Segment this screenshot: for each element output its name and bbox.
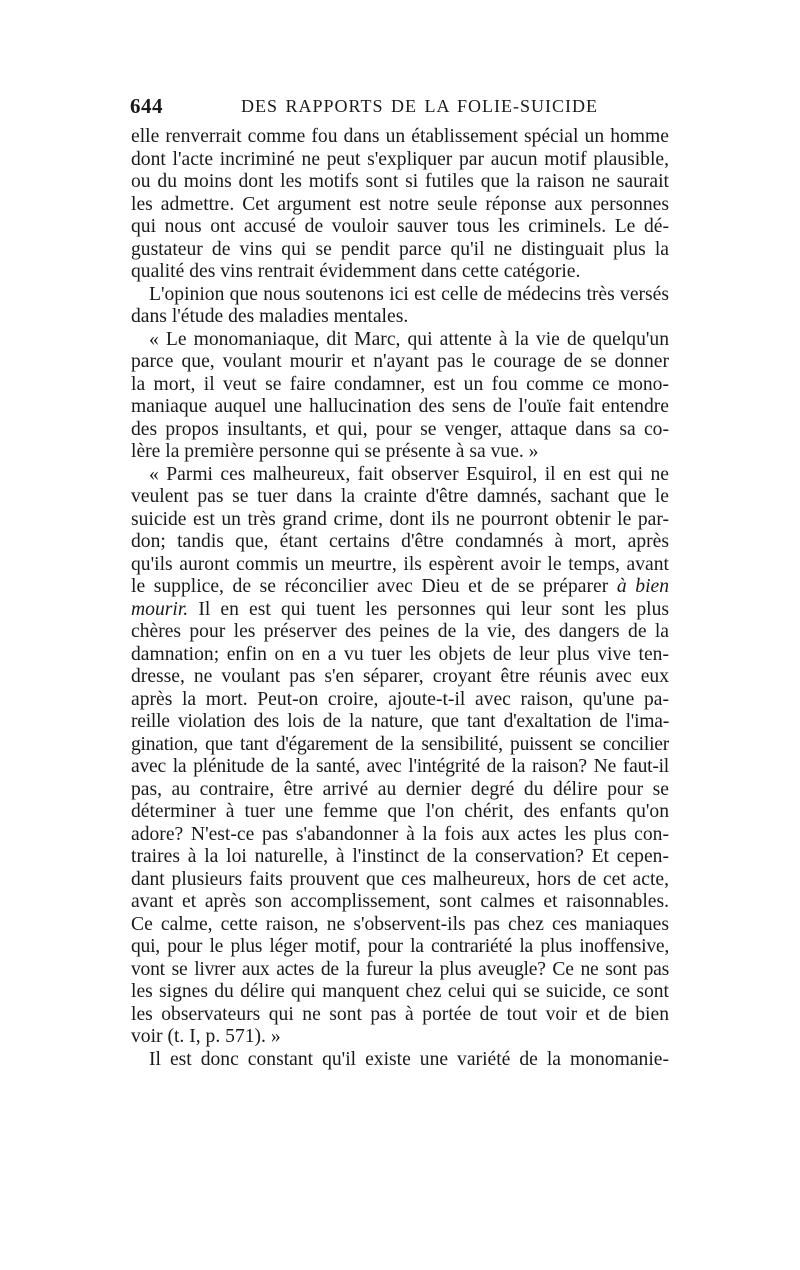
text-line: dant plusieurs faits prouvent que ces malheureux, hors de cet acte, [131, 868, 669, 890]
italic-text: à bien [616, 576, 669, 597]
text-line: pas, au contraire, être arrivé au dernier degré du délire pour se [131, 778, 669, 800]
text-line: déterminer à tuer une femme que l'on chérit, des enfants qu'on [131, 801, 669, 822]
text-line: avec la plénitude de la santé, avec l'intégrité de la raison? Ne faut-il [131, 756, 669, 777]
text-line: les observateurs qui ne sont pas à portée de tout voir et de bien [131, 1003, 669, 1025]
paragraph-first-line: « Le monomaniaque, dit Marc, qui attente à la vie de quelqu'un [149, 328, 669, 350]
text-line: gination, que tant d'égarement de la sensibilité, puissent se concilier [131, 733, 669, 755]
text-line: don; tandis que, étant certains d'être condamnés à mort, après [131, 531, 669, 552]
page-number: 644 [130, 94, 163, 118]
paragraph-first-line: L'opinion que nous soutenons ici est celle de médecins très versés [149, 283, 669, 305]
text-line: les admettre. Cet argument est notre seule réponse aux personnes [131, 193, 669, 215]
paragraph-first-line: Il est donc constant qu'il existe une variété de la monomanie- [149, 1048, 669, 1070]
text-line: chères pour les préserver des peines de la vie, des dangers de la [131, 621, 669, 642]
text-line-mixed [131, 576, 669, 599]
text-line: dans l'étude des maladies mentales. [131, 306, 409, 327]
text-line: la mort, il veut se faire condamner, est un fou comme ce mono- [131, 373, 669, 395]
italic-text: mourir. [131, 598, 189, 620]
text-line: adore? N'est-ce pas s'abandonner à la fois aux actes les plus con- [131, 823, 669, 845]
text-line: lère la première personne qui se présente à sa vue. » [131, 441, 539, 462]
text-line: après la mort. Peut-on croire, ajoute-t-il avec raison, qu'une pa- [131, 688, 669, 710]
running-title: DES RAPPORTS DE LA FOLIE-SUICIDE [241, 96, 598, 116]
text-line: suicide est un très grand crime, dont ils ne pourront obtenir le par- [131, 508, 669, 530]
text-line: elle renverrait comme fou dans un établissement spécial un homme [131, 126, 669, 147]
running-head [130, 94, 670, 122]
text-line: qualité des vins rentrait évidemment dans cette catégorie. [131, 261, 581, 282]
text-run: Il en est qui tuent les personnes qui leur sont les plus [198, 598, 669, 620]
text-line: des propos insultants, et qui, pour se venger, attaque dans sa co- [131, 418, 669, 440]
text-line: voir (t. I, p. 571). » [131, 1026, 281, 1047]
text-line: dresse, ne voulant pas s'en séparer, croyant être réunis avec eux [131, 666, 669, 687]
text-line: Ce calme, cette raison, ne s'observent-ils pas chez ces maniaques [131, 913, 669, 935]
text-line: maniaque auquel une hallucination des sens de l'ouïe fait entendre [131, 396, 669, 417]
text-line: qu'ils auront commis un meurtre, ils espèrent avoir le temps, avant [131, 553, 669, 575]
text-line: qui nous ont accusé de vouloir sauver tous les criminels. Le dé- [131, 216, 669, 237]
text-line: les signes du délire qui manquent chez celui qui se suicide, ce sont [131, 981, 669, 1002]
text-line: parce que, voulant mourir et n'ayant pas le courage de se donner [131, 351, 669, 372]
text-line: ou du moins dont les motifs sont si futiles que la raison ne saurait [131, 171, 669, 192]
text-line: avant et après son accomplissement, sont calmes et raisonnables. [131, 891, 669, 912]
text-line: qui, pour le plus léger motif, pour la contrariété la plus inoffensive, [131, 936, 669, 957]
text-line-mixed [131, 599, 669, 622]
text-line: gustateur de vins qui se pendit parce qu'il ne distinguait plus la [131, 238, 669, 260]
text-run: le supplice, de se réconcilier avec Dieu et de se préparer [131, 576, 609, 597]
text-line: veulent pas se tuer dans la crainte d'être damnés, sachant que le [131, 486, 669, 507]
paragraph-first-line: « Parmi ces malheureux, fait observer Esquirol, il en est qui ne [149, 463, 669, 485]
text-line: damnation; enfin on en a vu tuer les objets de leur plus vive ten- [131, 643, 669, 665]
text-line: traires à la loi naturelle, à l'instinct de la conservation? Et cepen- [131, 846, 669, 867]
text-line: dont l'acte incriminé ne peut s'expliquer par aucun motif plausible, [131, 148, 669, 170]
text-line: reille violation des lois de la nature, que tant d'exaltation de l'ima- [131, 711, 669, 732]
body-text [131, 126, 669, 1071]
text-line: vont se livrer aux actes de la fureur la plus aveugle? Ce ne sont pas [131, 958, 669, 980]
